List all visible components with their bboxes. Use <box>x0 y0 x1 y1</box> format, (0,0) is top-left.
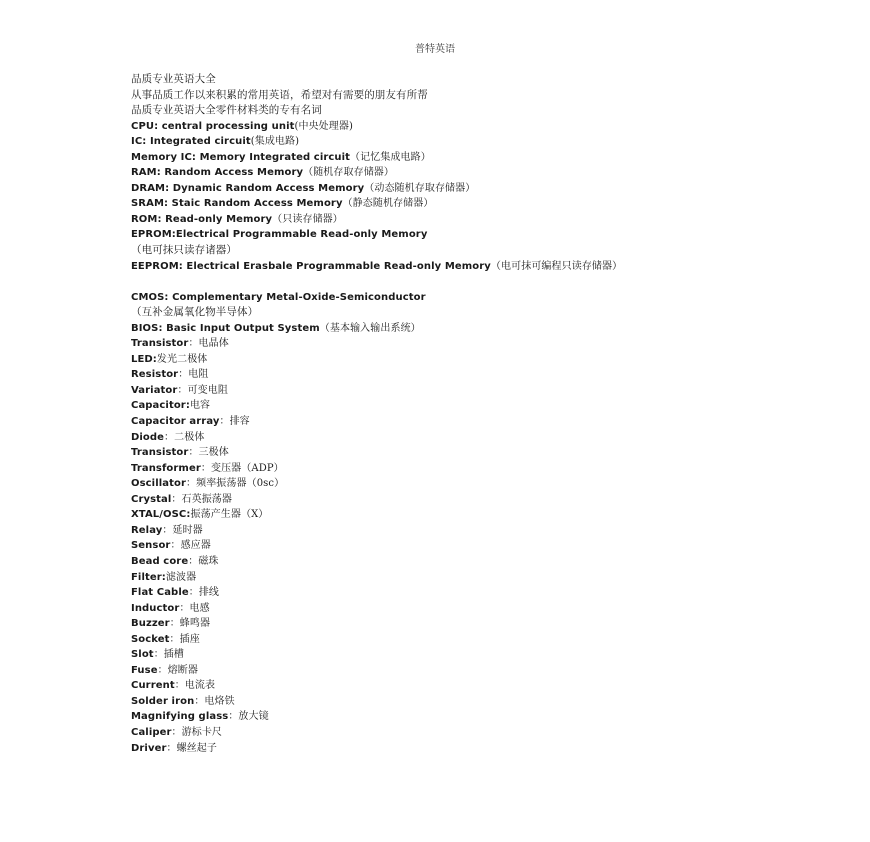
glossary-translation: ：三极体 <box>188 447 229 459</box>
glossary-term: Flat Cable <box>131 587 189 599</box>
glossary-entry <box>131 492 831 508</box>
glossary-entry <box>131 523 831 539</box>
document-body <box>131 72 831 756</box>
text-line: 品质专业英语大全 <box>131 73 216 85</box>
glossary-term: IC: Integrated circuit <box>131 136 251 148</box>
glossary-entry <box>131 181 831 197</box>
glossary-term: LED: <box>131 353 157 365</box>
glossary-term: EPROM:Electrical Programmable Read-only Memory <box>131 229 428 241</box>
glossary-translation: (中央处理器) <box>294 120 353 132</box>
text-line: （互补金属氧化物半导体） <box>131 306 259 319</box>
glossary-translation: ：电感 <box>179 602 210 614</box>
glossary-term: Transistor <box>131 447 189 459</box>
glossary-entry <box>131 647 831 663</box>
page-header: 普特英语 <box>415 44 455 55</box>
glossary-translation: （电可抹可编程只读存储器） <box>490 260 623 272</box>
glossary-translation: ：电烙铁 <box>194 695 235 707</box>
glossary-term: Current <box>131 680 175 692</box>
glossary-translation: 振荡产生器（X） <box>190 509 269 521</box>
glossary-translation: ：变压器（ADP） <box>200 462 284 474</box>
glossary-translation: （只读存储器） <box>272 213 343 225</box>
glossary-term: XTAL/OSC: <box>131 509 191 521</box>
glossary-translation: (集成电路) <box>250 136 300 148</box>
glossary-term: ROM: Read-only Memory <box>131 213 273 225</box>
glossary-entry <box>131 227 831 243</box>
glossary-entry <box>131 554 831 570</box>
glossary-entry <box>131 601 831 617</box>
glossary-translation: （随机存取存储器） <box>303 167 395 179</box>
glossary-term: Variator <box>131 384 178 396</box>
glossary-translation: ：蜂鸣器 <box>169 618 211 630</box>
glossary-term: Socket <box>131 633 170 645</box>
glossary-term: Bead core <box>131 555 189 567</box>
glossary-term: Transistor <box>131 338 189 350</box>
glossary-term: Sensor <box>131 540 171 552</box>
glossary-translation: （基本输入输出系统） <box>319 322 421 334</box>
glossary-translation: ：插槽 <box>153 649 184 661</box>
glossary-entry <box>131 632 831 648</box>
text-line: 从事品质工作以来积累的常用英语，希望对有需要的朋友有所帮 <box>131 88 428 101</box>
glossary-entry <box>131 741 831 757</box>
glossary-translation: ：螺丝起子 <box>166 742 217 754</box>
glossary-term: Buzzer <box>131 618 170 630</box>
text-line: （电可抹只读存诸器） <box>131 244 237 257</box>
glossary-entry <box>131 336 831 352</box>
glossary-translation: （静态随机存储器） <box>342 198 434 210</box>
glossary-term: Transformer <box>131 462 201 474</box>
glossary-entry <box>131 430 831 446</box>
glossary-translation: （记忆集成电路） <box>350 151 431 163</box>
glossary-translation: ：游标卡尺 <box>171 726 223 738</box>
glossary-term: Fuse <box>131 664 158 676</box>
glossary-term: DRAM: Dynamic Random Access Memory <box>131 182 365 194</box>
glossary-entry <box>131 119 831 135</box>
glossary-term: SRAM: Staic Random Access Memory <box>131 198 343 210</box>
glossary-term: BIOS: Basic Input Output System <box>131 322 320 334</box>
glossary-entry <box>131 476 831 492</box>
glossary-entry <box>131 678 831 694</box>
glossary-entry <box>131 585 831 601</box>
glossary-term: CPU: central processing unit <box>131 120 295 132</box>
glossary-translation: 发光二极体 <box>156 353 208 365</box>
glossary-term: Memory IC: Memory Integrated circuit <box>131 151 351 163</box>
glossary-entry <box>131 709 831 725</box>
glossary-term: Capacitor array <box>131 416 220 428</box>
glossary-term: Relay <box>131 524 163 536</box>
glossary-term: EEPROM: Electrical Erasbale Programmable Read-only Memory <box>131 260 491 272</box>
glossary-entry <box>131 445 831 461</box>
glossary-entry <box>131 196 831 212</box>
glossary-entry <box>131 212 831 228</box>
glossary-term: Diode <box>131 431 165 443</box>
glossary-term: Driver <box>131 742 167 754</box>
glossary-entry <box>131 321 831 337</box>
glossary-term: CMOS: Complementary Metal-Oxide-Semiconductor <box>131 291 426 303</box>
glossary-entry <box>131 414 831 430</box>
glossary-translation: ：排线 <box>188 587 220 599</box>
glossary-entry <box>131 725 831 741</box>
glossary-translation: ：电晶体 <box>188 338 229 350</box>
glossary-translation: 滤波器 <box>165 571 197 583</box>
glossary-translation: ：放大镜 <box>228 711 269 723</box>
glossary-entry <box>131 398 831 414</box>
glossary-term: Solder iron <box>131 695 195 707</box>
glossary-entry <box>131 616 831 632</box>
glossary-entry <box>131 259 831 275</box>
glossary-translation: ：电流表 <box>174 680 216 692</box>
glossary-entry <box>131 538 831 554</box>
glossary-term: Oscillator <box>131 478 186 490</box>
glossary-term: Capacitor: <box>131 400 190 412</box>
glossary-entry <box>131 165 831 181</box>
glossary-translation: ：电阻 <box>178 369 209 381</box>
glossary-translation: ：熔断器 <box>157 664 198 676</box>
glossary-term: Slot <box>131 649 154 661</box>
blank-line <box>131 274 831 290</box>
glossary-entry <box>131 150 831 166</box>
glossary-entry <box>131 461 831 477</box>
glossary-translation: 电容 <box>189 400 211 412</box>
glossary-entry <box>131 694 831 710</box>
glossary-term: Filter: <box>131 571 166 583</box>
glossary-entry <box>131 367 831 383</box>
glossary-translation: ：二极体 <box>164 431 205 443</box>
glossary-entry <box>131 352 831 368</box>
glossary-entry <box>131 663 831 679</box>
glossary-translation: ：石英振荡器 <box>171 493 233 505</box>
glossary-translation: ：排容 <box>219 416 250 428</box>
glossary-term: Caliper <box>131 726 172 738</box>
glossary-entry <box>131 134 831 150</box>
glossary-term: RAM: Random Access Memory <box>131 167 304 179</box>
glossary-entry <box>131 570 831 586</box>
text-line: 品质专业英语大全零件材料类的专有名词 <box>131 104 322 117</box>
glossary-translation: ：可变电阻 <box>177 384 228 396</box>
glossary-translation: ：感应器 <box>170 540 211 552</box>
glossary-entry <box>131 290 831 306</box>
glossary-translation: ：磁珠 <box>188 555 219 567</box>
glossary-term: Resistor <box>131 369 179 381</box>
glossary-term: Crystal <box>131 493 172 505</box>
glossary-translation: ：延时器 <box>162 524 203 536</box>
glossary-entry <box>131 383 831 399</box>
glossary-translation: ：插座 <box>169 633 200 645</box>
glossary-term: Magnifying glass <box>131 711 229 723</box>
glossary-translation: （动态随机存取存储器） <box>364 182 476 194</box>
glossary-translation: ：频率振荡器（0sc） <box>186 478 285 490</box>
glossary-term: Inductor <box>131 602 180 614</box>
glossary-entry <box>131 507 831 523</box>
